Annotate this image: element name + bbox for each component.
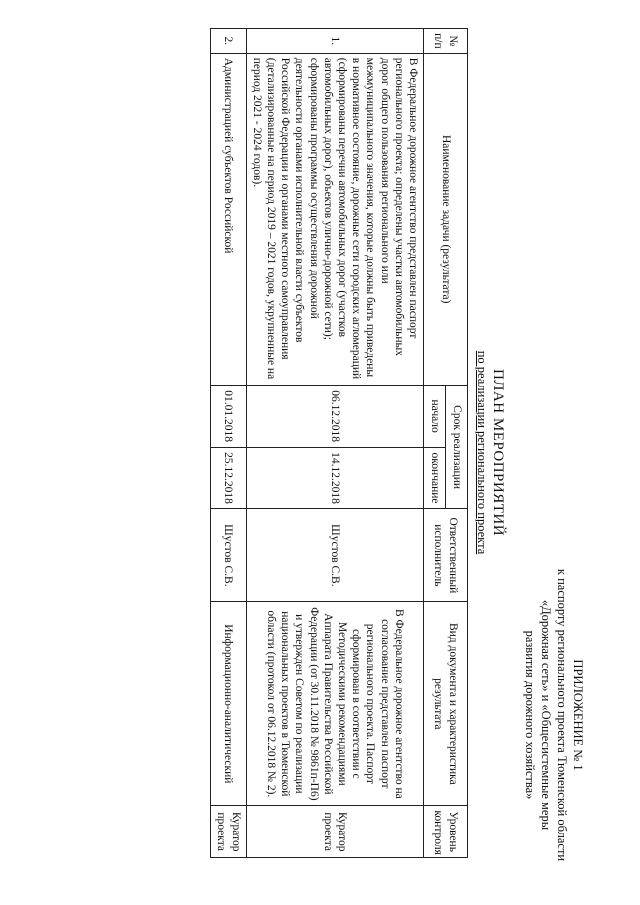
row-task-name: Администрацией субъектов Российской (211, 53, 246, 385)
row-control-level: Куратор проекта (246, 806, 423, 858)
plan-subtitle: по реализации регионального проекта (475, 350, 489, 555)
row-task-name: В Федеральное дорожное агентство представлен паспорт регионального проекта; определены участки автомобильных дорог общего пользования регионального или межмуниципального значения, которые должны быть приведены в нормативное состояние, дорожные сети городских агломераций (сформированы перечни автомобильных дорог (участков автомобильных дорог), объектов улично-дорожной сети); сформированы программы осуществления дорожной деятельности органами исполнительной власти субъектов Российской Федерации и органами местного самоуправления (детализированные на период 2019 – 2021 годов, укрупненные на период 2021 - 2024 годов). (246, 53, 423, 385)
row-end-date: 25.12.2018 (211, 447, 246, 509)
plan-title: ПЛАН МЕРОПРИЯТИЙ (490, 368, 506, 537)
header-num: № п/п (424, 29, 468, 54)
appendix-line: к паспорту регионального проекта Тюменской области (555, 568, 569, 862)
header-start: начало (424, 385, 446, 447)
appendix-header (522, 555, 586, 875)
header-responsible: Ответственный исполнитель (424, 509, 468, 602)
header-period: Срок реализации (446, 385, 468, 509)
row-document: В Федеральное дорожное агентство на согласование представлен паспорт регионального проекта. Паспорт сформирован в соответствии с Методическими рекомендациями Аппарата Правительства Российской Федерации (от 30.11.2018 № 9861п-П6) и утвержден Советом по реализации национальных проектов в Тюменской области (протокол от 06.12.2018 № 2). (246, 602, 423, 806)
table-row (211, 29, 246, 858)
row-num: 1. (246, 29, 423, 54)
appendix-line: «Дорожная сеть» и «Общесистемные меры (539, 599, 553, 831)
header-level: Уровень контроля (424, 806, 468, 858)
header-doc: Вид документа и характеристика результата (424, 602, 468, 806)
row-document: Информационно-аналитический (211, 602, 246, 806)
appendix-title: ПРИЛОЖЕНИЕ № 1 (571, 659, 585, 771)
plan-table (210, 28, 468, 858)
row-num: 2. (211, 29, 246, 54)
row-responsible: Шустов С.В. (211, 509, 246, 602)
row-start-date: 06.12.2018 (246, 385, 423, 447)
header-end: окончание (424, 447, 446, 509)
row-start-date: 01.01.2018 (211, 385, 246, 447)
row-end-date: 14.12.2018 (246, 447, 423, 509)
header-row (446, 29, 468, 858)
plan-heading (474, 0, 506, 905)
appendix-line: развития дорожного хозяйства» (523, 630, 537, 800)
table-row (246, 29, 423, 858)
row-control-level: Куратор проекта (211, 806, 246, 858)
row-responsible: Шустов С.В. (246, 509, 423, 602)
header-name: Наименование задачи (результата) (424, 53, 468, 385)
